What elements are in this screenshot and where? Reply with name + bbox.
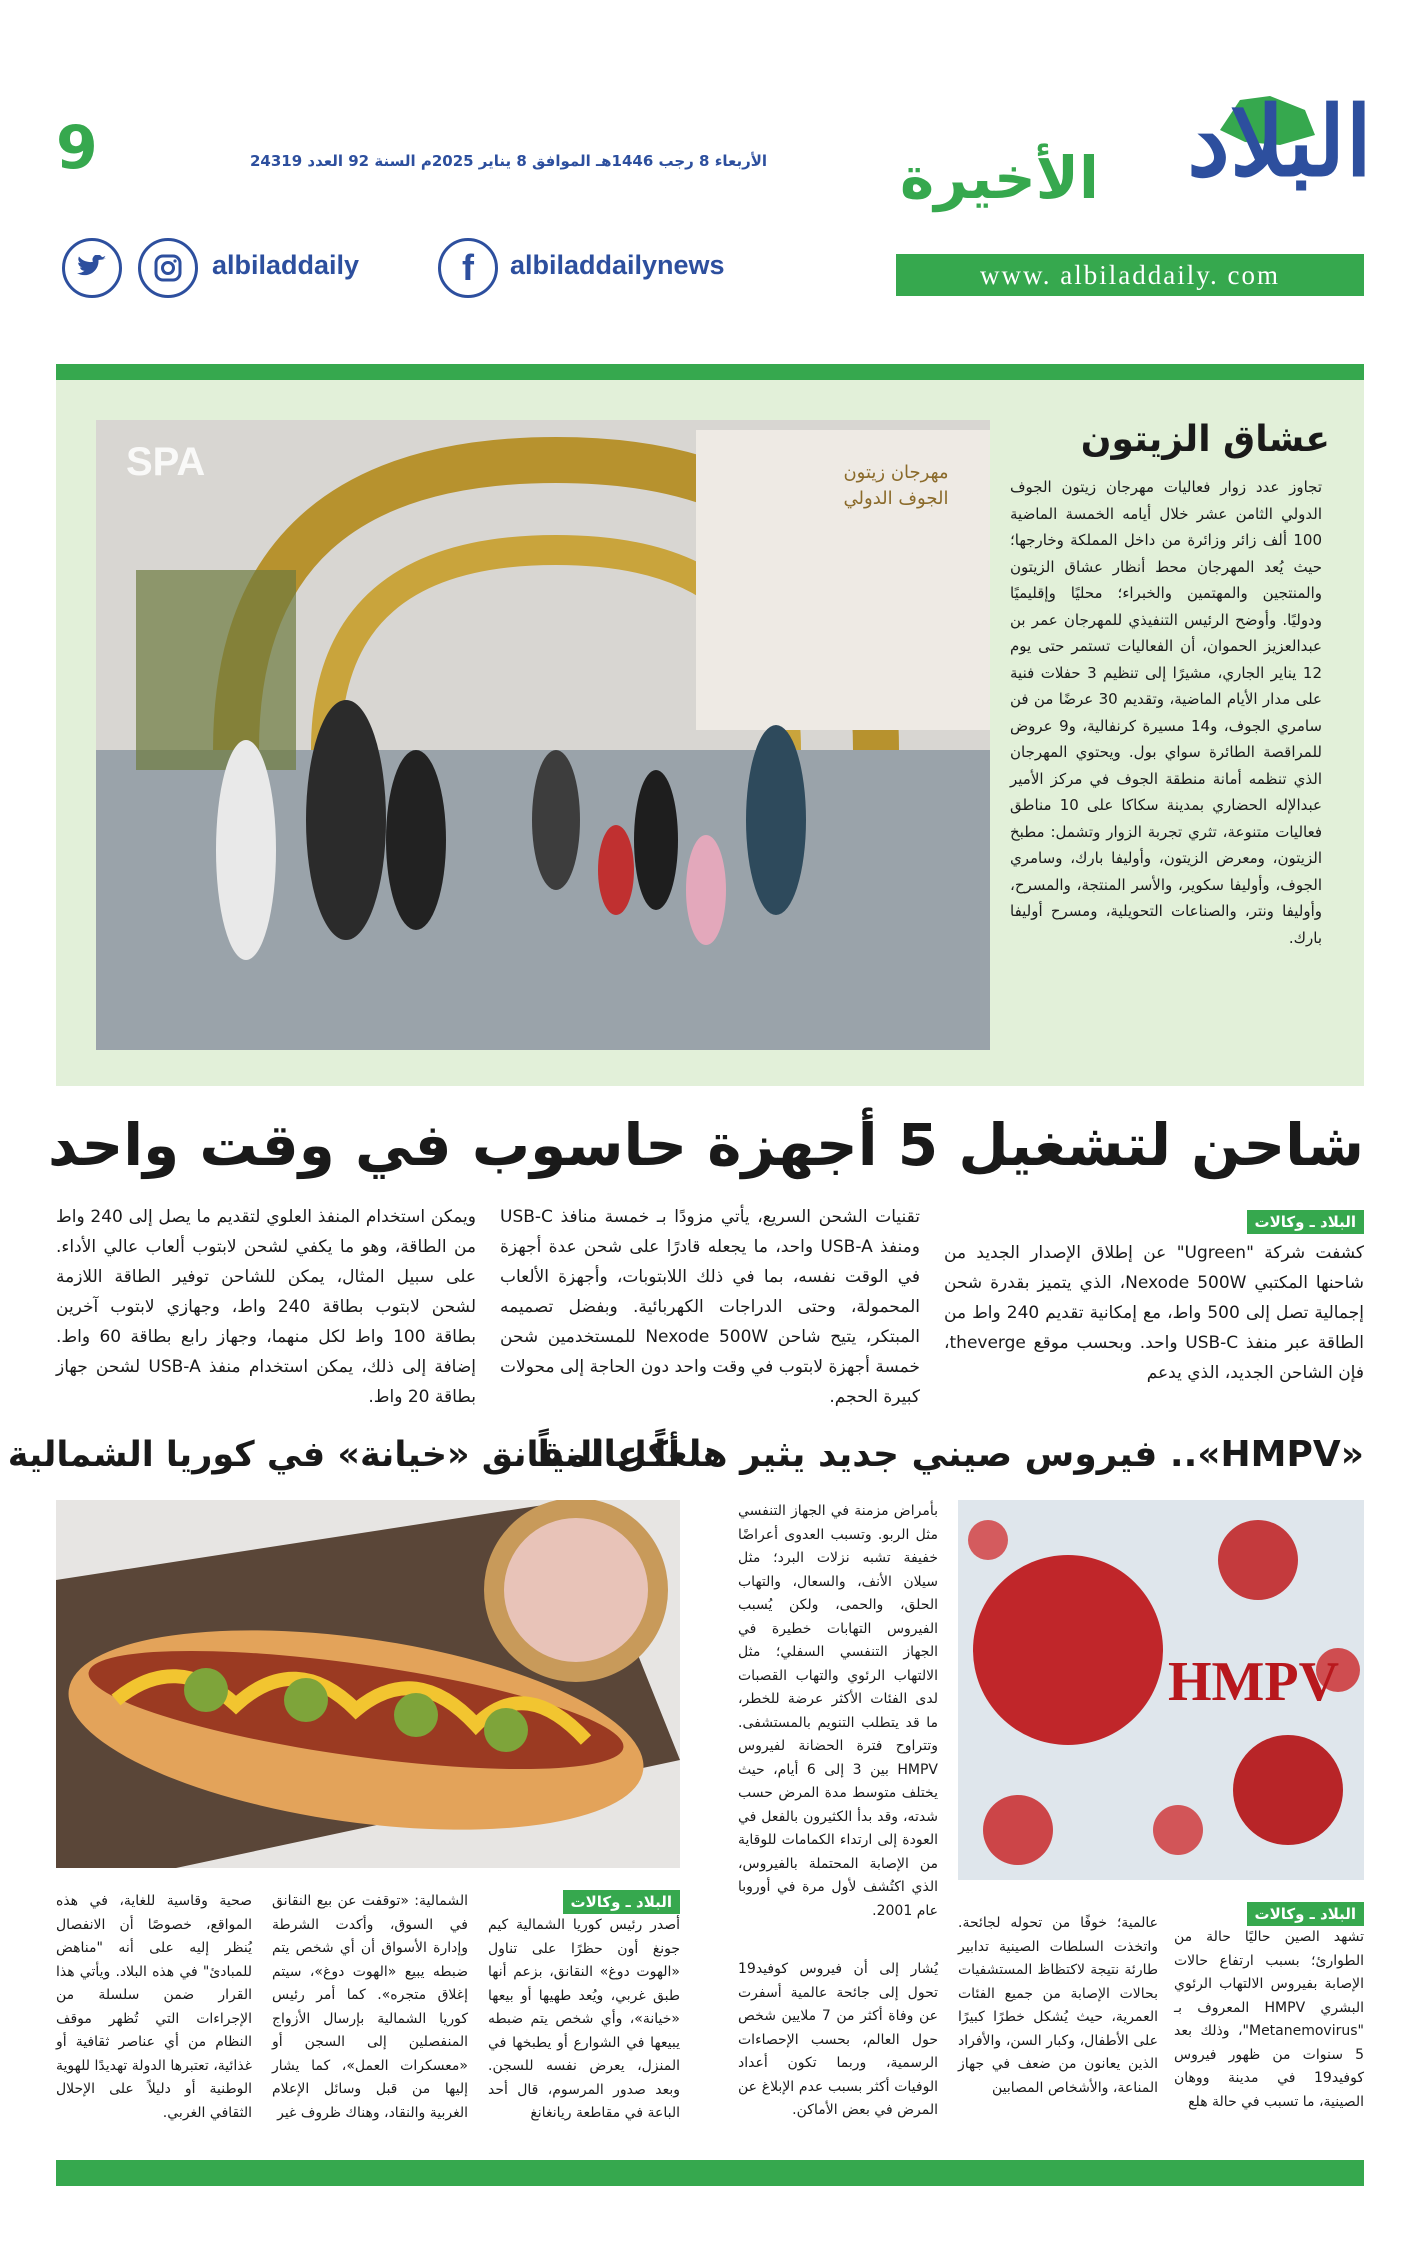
website-bar[interactable]: www. albiladdaily. com bbox=[896, 254, 1364, 296]
instagram-icon[interactable] bbox=[138, 238, 198, 298]
social-handle-daily[interactable]: albiladdaily bbox=[212, 250, 360, 280]
hmpv-col-right-text: تشهد الصين حاليًا حالة من الطوارئ؛ بسبب ارتفاع حالات الإصابة بفيروس الالتهاب الرئوي البشري HMPV المعروف بـ "Metanemovirus"، وذلك بعد 5 سنوات من ظهور فيروس كوفيد19 في مدينة ووهان الصينية، ما تسبب في حالة هلع bbox=[1174, 1929, 1364, 2110]
charger-col-1-text: كشفت شركة "Ugreen" عن إطلاق الإصدار الجديد من شاحنها المكتبي Nexode 500W، الذي يتميز بقدرة شحن إجمالية تصل إلى 500 واط، مع إمكانية تقديم 240 واط من الطاقة عبر منفذ USB-C واحد. وبحسب موقع theverge، فإن الشاحن الجديد، الذي يدعم bbox=[944, 1243, 1364, 1383]
charger-col-2: تقنيات الشحن السريع، يأتي مزودًا بـ خمسة منافذ USB-C ومنفذ USB-A واحد، ما يجعله قادرًا على شحن عدة أجهزة في الوقت نفسه، بما في ذلك اللابتوبات، وأجهزة الألعاب المحمولة، وحتى الدراجات الكهربائية. وبفضل تصميمه المبتكر، يتيح شاحن Nexode 500W للمستخدمين شحن خمسة أجهزة لابتوب في وقت واحد دون الحاجة إلى محولات كبيرة الحجم. bbox=[500, 1207, 920, 1407]
hmpv-image bbox=[958, 1500, 1364, 1880]
feature-body: تجاوز عدد زوار فعاليات مهرجان زيتون الجوف الدولي الثامن عشر خلال أيامه الخمسة الماضية 100 ألف زائر وزائرة من داخل المملكة وخارجها؛ حيث يُعد المهرجان محط أنظار عشاق الزيتون والمنتجين والمهتمين والخبراء؛ محليًا وإقليميًا ودوليًا. وأوضح الرئيس التنفيذي للمهرجان عمر بن عبدالعزيز الحموان، أن الفعاليات تستمر حتى يوم 12 يناير الجاري، مشيرًا إلى تنظيم 3 حفلات فنية على مدار الأيام الماضية، وتقديم 30 عرضًا من فن سامري الجوف، و14 مسيرة كرنفالية، و9 عروض للمراقصة الطائرة سواي بول. ويحتوي المهرجان الذي تنظمه أمانة منطقة الجوف في مركز الأمير عبدالإله الحضاري بمدينة سكاكا على 10 مناطق فعاليات متنوعة، تثري تجربة الزوار وتشمل: مطبخ الزيتون، ومعرض الزيتون، وأوليفا بارك، وسامري الجوف، وأوليفا سكوير، والأسر المنتجة، والمسرح، وأوليفا ونتر، والصناعات التحويلية، ومسرح أوليفا بارك. bbox=[1010, 478, 1323, 947]
charger-col-1 bbox=[944, 1210, 1364, 1388]
korea-headline: أكل النقانق «خيانة» في كوريا الشمالية bbox=[7, 1435, 680, 1475]
logo-main: البلاد bbox=[1187, 85, 1372, 198]
top-rule bbox=[56, 364, 1364, 380]
bottom-rule bbox=[56, 2160, 1364, 2186]
hmpv-col-upper: بأمراض مزمنة في الجهاز التنفسي مثل الربو. وتسبب العدوى أعراضًا خفيفة تشبه نزلات البرد؛ مثل سيلان الأنف، والسعال، والتهاب الحلق، والحمى، ولكن يُسبب الفيروس التهابات خطيرة في الجهاز التنفسي السفلي؛ مثل الالتهاب الرئوي والتهاب القصبات لدى الفئات الأكثر عرضة للخطر، ما قد يتطلب التنويم بالمستشفى. وتتراوح فترة الحضانة لفيروس HMPV بين 3 إلى 6 أيام، حيث يختلف متوسط مدة المرض حسب شدته، وقد بدأ الكثيرون بالفعل في العودة إلى ارتداء الكمامات للوقاية من الإصابة المحتملة بالفيروس، الذي اكتُشف لأول مرة في أوروبا عام 2001. bbox=[738, 1503, 938, 1919]
social-handle-news[interactable]: albiladdailynews bbox=[510, 250, 725, 280]
hmpv-image-label: HMPV bbox=[1168, 1651, 1340, 1713]
korea-col-3: صحية وقاسية للغاية، في هذه المواقع، خصوصًا أن الانفصال يُنظر إليه على أنه "مناهض للمبادئ" في هذه البلاد. ويأتي هذا القرار ضمن سلسلة من الإجراءات التي تُظهر موقف النظام من أي عناصر ثقافية أو غذائية، تعتبرها الدولة تهديدًا للهوية الوطنية أو دليلاً على الإحلال الثقافي الغربي. bbox=[56, 1893, 252, 2121]
hotdog-photo bbox=[56, 1500, 680, 1868]
hmpv-col-mid: عالمية؛ خوفًا من تحوله لجائحة. واتخذت السلطات الصينية تدابير طارئة نتيجة لاكتظاظ المستشفيات بحالات الإصابة من جميع الفئات العمرية، حيث يُشكل خطرًا كبيرًا على الأطفال، وكبار السن، والأفراد الذين يعانون من ضعف في جهاز المناعة، والأشخاص المصابين bbox=[958, 1915, 1158, 2096]
korea-col-1 bbox=[488, 1890, 680, 2126]
korea-source-tag: البلاد ـ وكالات bbox=[563, 1890, 680, 1914]
korea-col-2: الشمالية: «توقفت عن بيع النقانق في السوق، وأكدت الشرطة وإدارة الأسواق أن أي شخص يتم ضبطه يبيع «الهوت دوغ»، سيتم إغلاق متجره». كما أمر رئيس كوريا الشمالية بإرسال الأزواج المنفصلين إلى السجن أو «معسكرات العمل»، كما يشار إليها من قبل وسائل الإعلام الغربية والنقاد، وهناك ظروف غير bbox=[272, 1893, 468, 2121]
facebook-icon[interactable]: f bbox=[438, 238, 498, 298]
feature-photo bbox=[96, 420, 990, 1050]
hmpv-source-tag: البلاد ـ وكالات bbox=[1247, 1902, 1364, 1926]
twitter-icon[interactable] bbox=[62, 238, 122, 298]
masthead-logo bbox=[900, 82, 1380, 222]
charger-headline: شاحن لتشغيل 5 أجهزة حاسوب في وقت واحد bbox=[47, 1111, 1364, 1179]
hmpv-col-right bbox=[1174, 1902, 1364, 2114]
charger-col-3: ويمكن استخدام المنفذ العلوي لتقديم ما يصل إلى 240 واط من الطاقة، وهو ما يكفي لشحن لابتوب ألعاب عالي الأداء. على سبيل المثال، يمكن للشاحن توفير الطاقة اللازمة لشحن لابتوب بطاقة 240 واط، وجهازي لابتوب آخرين بطاقة 100 واط لكل منهما، وجهاز رابع بطاقة 60 واط. إضافة إلى ذلك، يمكن استخدام منفذ USB-A لشحن جهاز بطاقة 20 واط. bbox=[56, 1207, 477, 1407]
festival-sign: مهرجان زيتون الجوف الدولي bbox=[843, 462, 949, 509]
hmpv-headline: «HMPV».. فيروس صيني جديد يثير هلعاً عالمياً bbox=[537, 1434, 1364, 1475]
charger-source-tag: البلاد ـ وكالات bbox=[1247, 1210, 1364, 1234]
korea-col-1-text: أصدر رئيس كوريا الشمالية كيم جونغ أون حظرًا على تناول «الهوت دوغ» النقانق، بزعم أنها طبق غربي، ويُعد طهيها أو بيعها «خيانة»، وأي شخص يتم ضبطه يبيعها في الشوارع أو يطبخها في المنزل، يعرض نفسه للسجن. وبعد صدور المرسوم، قال أحد الباعة في مقاطعة ريانغانغ bbox=[488, 1917, 680, 2121]
feature-title: عشاق الزيتون bbox=[1080, 419, 1330, 460]
date-line: الأربعاء 8 رجب 1446هـ الموافق 8 يناير 2025م السنة 92 العدد 24319 bbox=[250, 152, 768, 170]
hmpv-col-left: يُشار إلى أن فيروس كوفيد19 تحول إلى جائحة عالمية أسفرت عن وفاة أكثر من 7 ملايين شخص حول العالم، بحسب الإحصاءات الرسمية، وربما تكون أعداد الوفيات أكثر بسبب عدم الإبلاغ عن المرض في بعض الأماكن. bbox=[738, 1961, 939, 2118]
page-number: 9 bbox=[56, 113, 98, 183]
spa-watermark: SPA bbox=[126, 440, 206, 484]
logo-sub: الأخيرة bbox=[900, 144, 1099, 212]
